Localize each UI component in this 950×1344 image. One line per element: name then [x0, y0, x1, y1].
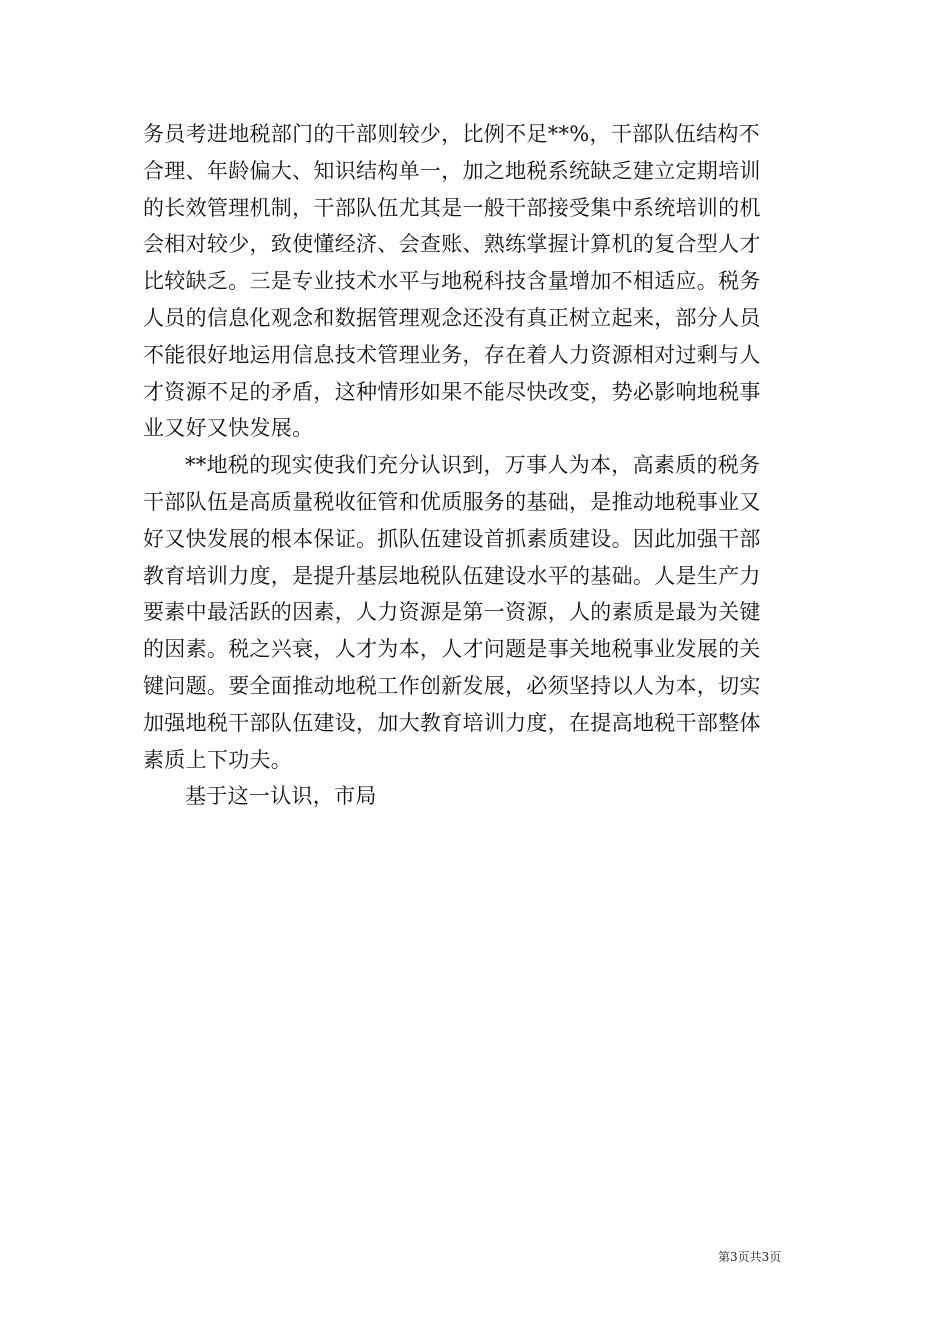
text-line: 合理、年龄偏大、知识结构单一，加之地税系统缺乏建立定期培训	[143, 158, 761, 183]
text-line: 要素中最活跃的因素，人力资源是第一资源，人的素质是最为关键	[143, 600, 761, 625]
text-line: 比较缺乏。三是专业技术水平与地税科技含量增加不相适应。税务	[143, 269, 761, 294]
text-line: 务员考进地税部门的干部则较少，比例不足**%，干部队伍结构不	[143, 122, 760, 146]
paragraph	[143, 116, 809, 447]
text-line: 的因素。税之兴衰，人才为本，人才问题是事关地税事业发展的关	[143, 637, 761, 662]
page-number: 第3页共3页	[718, 1250, 782, 1264]
text-line: 业又好又快发展。	[143, 416, 314, 441]
text-line: 不能很好地运用信息技术管理业务，存在着人力资源相对过剩与人	[143, 342, 761, 367]
text-line: 键问题。要全面推动地税工作创新发展，必须坚持以人为本，切实	[143, 673, 761, 698]
text-line: 会相对较少，致使懂经济、会查账、熟练掌握计算机的复合型人才	[143, 232, 761, 257]
text-line: 加强地税干部队伍建设，加大教育培训力度，在提高地税干部整体	[143, 710, 761, 735]
text-line: 干部队伍是高质量税收征管和优质服务的基础，是推动地税事业又	[143, 489, 761, 514]
text-line: 素质上下功夫。	[143, 747, 293, 772]
text-line: 人员的信息化观念和数据管理观念还没有真正树立起来，部分人员	[143, 305, 761, 330]
text-line: **地税的现实使我们充分认识到，万事人为本，高素质的税务	[185, 453, 761, 478]
paragraph	[143, 447, 809, 778]
text-line: 好又快发展的根本保证。抓队伍建设首抓素质建设。因此加强干部	[143, 526, 761, 551]
text-line: 教育培训力度，是提升基层地税队伍建设水平的基础。人是生产力	[143, 563, 761, 588]
paragraph	[143, 778, 809, 815]
text-line: 才资源不足的矛盾，这种情形如果不能尽快改变，势必影响地税事	[143, 379, 761, 404]
text-line: 的长效管理机制，干部队伍尤其是一般干部接受集中系统培训的机	[143, 195, 761, 220]
document-body	[143, 116, 809, 815]
text-line: 基于这一认识，市局	[185, 784, 377, 809]
